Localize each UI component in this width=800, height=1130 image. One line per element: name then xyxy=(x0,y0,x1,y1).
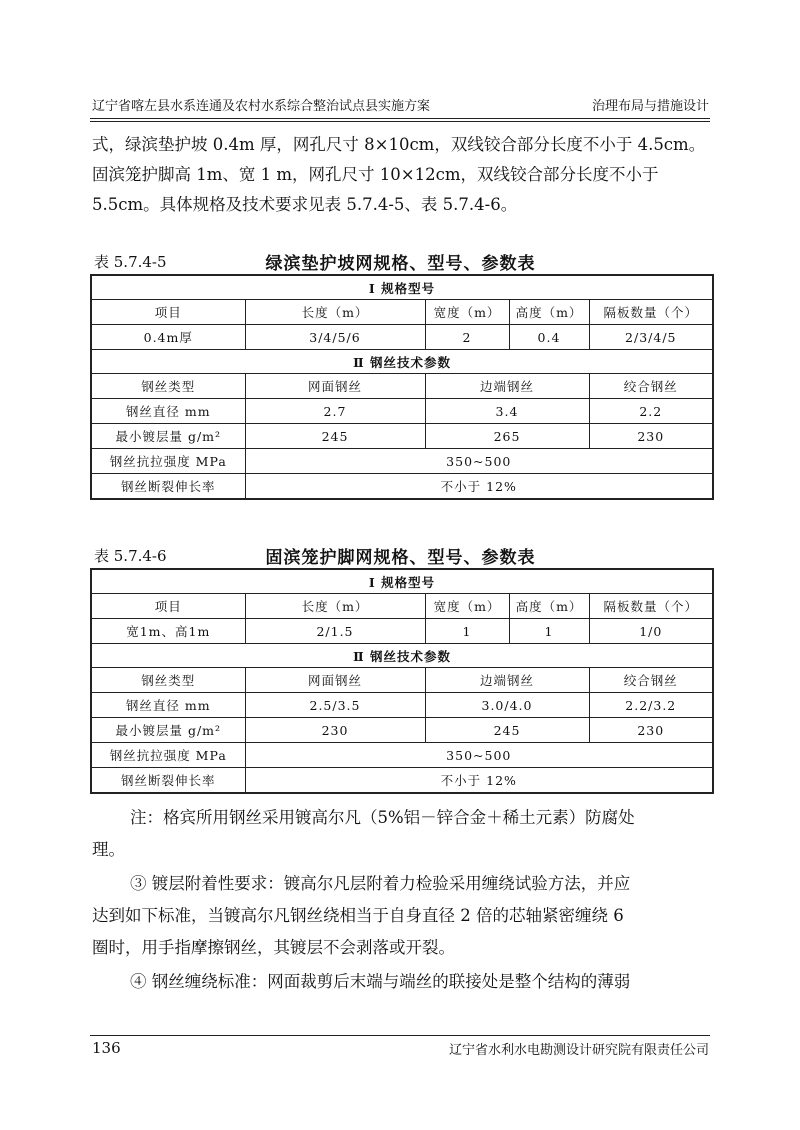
para4-line-1: ④ 钢丝缠绕标准：网面裁剪后末端与端丝的联接处是整个结构的薄弱 xyxy=(130,972,631,991)
table1-coating-label: 最小镀层量 g/m² xyxy=(91,424,245,449)
table1-diameter-mesh: 2.7 xyxy=(245,399,425,424)
running-header xyxy=(92,92,709,118)
intro-line-2: 固滨笼护脚高 1m、宽 1 m，网孔尺寸 10×12cm，双线铰合部分长度不小于 xyxy=(92,165,659,184)
table2 xyxy=(90,568,714,794)
table2-tensile-label: 钢丝抗拉强度 MPa xyxy=(91,743,245,768)
header-chapter-title: 治理布局与措施设计 xyxy=(591,99,709,114)
para3-line-2: 达到如下标准，当镀高尔凡钢丝绕相当于自身直径 2 倍的芯轴紧密缠绕 6 xyxy=(92,906,624,925)
table1-elongation-value: 不小于 12% xyxy=(245,474,713,500)
table1-tensile-label: 钢丝抗拉强度 MPa xyxy=(91,449,245,474)
table1-section-wire: Ⅱ 钢丝技术参数 xyxy=(91,350,713,374)
table2-coating-mesh: 230 xyxy=(245,718,425,743)
table2-wire-mesh: 网面钢丝 xyxy=(245,668,425,693)
header-rule xyxy=(90,118,710,119)
table2-diameter-edge: 3.0/4.0 xyxy=(425,693,589,718)
table2-coating-label: 最小镀层量 g/m² xyxy=(91,718,245,743)
note-line-2: 理。 xyxy=(92,840,125,859)
table1-row-height: 0.4 xyxy=(509,325,589,350)
para3-line-1: ③ 镀层附着性要求：镀高尔凡层附着力检验采用缠绕试验方法，并应 xyxy=(130,874,631,893)
table1-wire-type-label: 钢丝类型 xyxy=(91,374,245,399)
table2-coating-twist: 230 xyxy=(589,718,713,743)
note-line-1: 注：格宾所用钢丝采用镀高尔凡（5%铝－锌合金＋稀土元素）防腐处 xyxy=(130,808,635,827)
table2-tensile-value: 350~500 xyxy=(245,743,713,768)
table1-diameter-label: 钢丝直径 mm xyxy=(91,399,245,424)
table2-row-length: 2/1.5 xyxy=(245,619,425,644)
table2-number: 表 5.7.4-6 xyxy=(94,547,167,565)
intro-paragraph xyxy=(92,130,709,220)
table2-wire-edge: 边端钢丝 xyxy=(425,668,589,693)
table1-section-spec: Ⅰ 规格型号 xyxy=(91,275,713,300)
table1-header-height: 高度（m） xyxy=(509,300,589,325)
table1-header-width: 宽度（m） xyxy=(425,300,509,325)
table2-elongation-value: 不小于 12% xyxy=(245,768,713,794)
table2-diameter-label: 钢丝直径 mm xyxy=(91,693,245,718)
table1-row-length: 3/4/5/6 xyxy=(245,325,425,350)
table2-header-item: 项目 xyxy=(91,594,245,619)
table2-header-dividers: 隔板数量（个） xyxy=(589,594,713,619)
table1-number: 表 5.7.4-5 xyxy=(94,253,167,271)
table1-coating-twist: 230 xyxy=(589,424,713,449)
header-doc-title: 辽宁省喀左县水系连通及农村水系综合整治试点县实施方案 xyxy=(92,99,431,114)
table2-wire-type-label: 钢丝类型 xyxy=(91,668,245,693)
notes-block xyxy=(92,802,709,998)
table2-header-length: 长度（m） xyxy=(245,594,425,619)
footer-organization: 辽宁省水利水电勘测设计研究院有限责任公司 xyxy=(448,1043,709,1058)
table1-row-item: 0.4m厚 xyxy=(91,325,245,350)
table1-coating-edge: 265 xyxy=(425,424,589,449)
table2-caption xyxy=(92,543,709,567)
table2-diameter-mesh: 2.5/3.5 xyxy=(245,693,425,718)
table2-header-height: 高度（m） xyxy=(509,594,589,619)
table2-coating-edge: 245 xyxy=(425,718,589,743)
table2-section-wire: Ⅱ 钢丝技术参数 xyxy=(91,644,713,668)
table2-row-width: 1 xyxy=(425,619,509,644)
footer-rule xyxy=(90,1035,710,1036)
table2-row-item: 宽1m、高1m xyxy=(91,619,245,644)
header-rule-thin xyxy=(90,121,710,122)
table1-row-width: 2 xyxy=(425,325,509,350)
table1-header-item: 项目 xyxy=(91,300,245,325)
table1-header-dividers: 隔板数量（个） xyxy=(589,300,713,325)
intro-line-3: 5.5cm。具体规格及技术要求见表 5.7.4-5、表 5.7.4-6。 xyxy=(92,195,518,214)
table2-header-width: 宽度（m） xyxy=(425,594,509,619)
page-footer xyxy=(92,1039,709,1058)
table2-row-dividers: 1/0 xyxy=(589,619,713,644)
table1-title: 绿滨垫护坡网规格、型号、参数表 xyxy=(265,254,536,274)
table2-elongation-label: 钢丝断裂伸长率 xyxy=(91,768,245,794)
table2-row-height: 1 xyxy=(509,619,589,644)
table2-title: 固滨笼护脚网规格、型号、参数表 xyxy=(265,548,536,568)
table1-caption xyxy=(92,249,709,273)
table1 xyxy=(90,274,714,500)
para3-line-3: 圈时，用手指摩擦钢丝，其镀层不会剥落或开裂。 xyxy=(92,938,455,957)
table2-wire-twist: 绞合钢丝 xyxy=(589,668,713,693)
table1-header-length: 长度（m） xyxy=(245,300,425,325)
table1-wire-mesh: 网面钢丝 xyxy=(245,374,425,399)
intro-line-1: 式，绿滨垫护坡 0.4m 厚，网孔尺寸 8×10cm，双线铰合部分长度不小于 4.5cm。 xyxy=(92,135,706,154)
table1-coating-mesh: 245 xyxy=(245,424,425,449)
table2-diameter-twist: 2.2/3.2 xyxy=(589,693,713,718)
table1-row-dividers: 2/3/4/5 xyxy=(589,325,713,350)
table1-tensile-value: 350~500 xyxy=(245,449,713,474)
table1-elongation-label: 钢丝断裂伸长率 xyxy=(91,474,245,500)
table2-section-spec: Ⅰ 规格型号 xyxy=(91,569,713,594)
table1-diameter-edge: 3.4 xyxy=(425,399,589,424)
page-number: 136 xyxy=(92,1039,121,1057)
table1-wire-twist: 绞合钢丝 xyxy=(589,374,713,399)
table1-diameter-twist: 2.2 xyxy=(589,399,713,424)
table1-wire-edge: 边端钢丝 xyxy=(425,374,589,399)
